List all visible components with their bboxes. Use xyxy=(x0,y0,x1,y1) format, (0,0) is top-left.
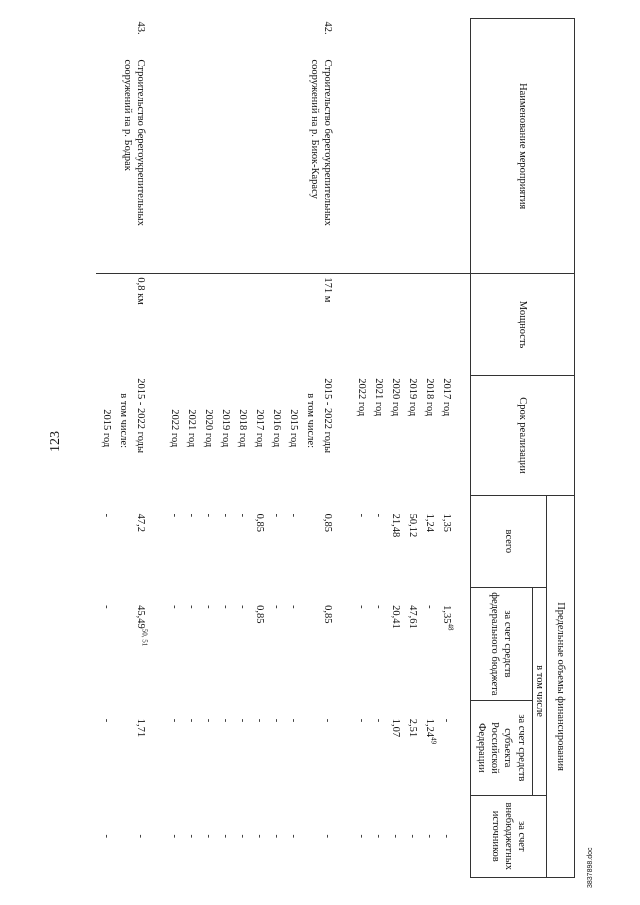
federal-cell: - xyxy=(270,605,282,609)
ext-cell: - xyxy=(321,834,333,839)
federal-cell: 47,61 xyxy=(406,605,418,629)
header-extrabudget: за счет внебюджетных источников xyxy=(470,795,546,877)
total-cell: 1,35 xyxy=(440,513,452,533)
header-capacity: Мощность xyxy=(470,274,574,375)
federal-cell: - xyxy=(202,605,214,609)
federal-cell: - xyxy=(236,605,248,609)
term-cell: 2021 год xyxy=(372,378,384,417)
term-cell: 2022 год xyxy=(168,409,180,448)
table-row xyxy=(419,19,436,878)
table-row xyxy=(351,19,368,878)
ext-cell: - xyxy=(219,834,231,839)
subject-cell: - xyxy=(372,718,384,723)
ext-cell: - xyxy=(100,834,112,839)
federal-cell: - xyxy=(423,605,435,609)
ext-cell: - xyxy=(355,834,367,839)
table-row xyxy=(164,19,181,878)
table-row xyxy=(232,19,249,878)
total-cell: 0,85 xyxy=(253,513,265,533)
header-name: Наименование мероприятия xyxy=(470,19,574,274)
item-42-capacity: 171 м xyxy=(321,277,333,303)
total-cell: - xyxy=(287,513,299,518)
ext-cell: - xyxy=(423,834,435,839)
ext-cell: - xyxy=(185,834,197,839)
federal-cell: 0,85 xyxy=(321,605,333,624)
term-cell: 2021 год xyxy=(185,409,197,448)
ext-cell: - xyxy=(202,834,214,839)
subject-cell: - xyxy=(321,718,333,723)
total-cell: - xyxy=(236,513,248,518)
term-cell: 2018 год xyxy=(236,409,248,448)
table-row xyxy=(215,19,232,878)
item-43-name: Строительство берегоукрепительных сооружений на р. Бодрак xyxy=(121,59,146,226)
term-cell: в том числе: xyxy=(117,393,129,449)
header-federal: за счет средств федерального бюджета xyxy=(470,587,532,701)
federal-cell: - xyxy=(287,605,299,609)
federal-cell: - xyxy=(168,605,180,609)
document-id: 3837898.doc xyxy=(587,847,594,888)
subject-cell: 1,07 xyxy=(389,718,401,738)
item-42-cell xyxy=(266,19,334,274)
total-cell: - xyxy=(372,513,384,518)
federal-cell: - xyxy=(185,605,197,609)
table-row xyxy=(402,19,419,878)
item-43-capacity: 0,8 км xyxy=(134,277,146,305)
subject-cell: - xyxy=(185,718,197,723)
total-cell: - xyxy=(185,513,197,518)
header-term: Срок реализации xyxy=(470,375,574,495)
ext-cell: - xyxy=(236,834,248,839)
subject-cell: - xyxy=(168,718,180,723)
header-limits: Предельные объемы финансирования xyxy=(547,496,575,878)
term-cell: 2019 год xyxy=(406,378,418,417)
ext-cell: - xyxy=(287,834,299,839)
table-row xyxy=(368,19,385,878)
table-row xyxy=(249,19,266,878)
subject-cell: - xyxy=(253,718,265,723)
ext-cell: - xyxy=(270,834,282,839)
table-body xyxy=(96,19,471,878)
header-subject: за счет средств субъекта Российской Федерации xyxy=(470,701,532,795)
subject-cell: 2,51 xyxy=(406,718,418,738)
total-cell: - xyxy=(270,513,282,518)
total-cell: 21,48 xyxy=(389,513,401,538)
header-total: всего xyxy=(470,496,546,587)
term-cell: 2017 год xyxy=(253,409,265,448)
ext-cell: - xyxy=(389,834,401,839)
total-cell: - xyxy=(202,513,214,518)
subject-cell: - xyxy=(236,718,248,723)
financing-table xyxy=(96,18,575,878)
table-row xyxy=(198,19,215,878)
table-row xyxy=(436,19,453,878)
term-cell: 2019 год xyxy=(219,409,231,448)
ext-cell: - xyxy=(168,834,180,839)
item-43-cell xyxy=(96,19,147,274)
subject-cell: - xyxy=(287,718,299,723)
ext-cell: - xyxy=(253,834,265,839)
federal-cell: - xyxy=(219,605,231,609)
table-row xyxy=(181,19,198,878)
federal-cell: - xyxy=(372,605,384,609)
term-cell: в том числе: xyxy=(304,393,316,449)
term-cell: 2020 год xyxy=(202,409,214,448)
total-cell: 1,24 xyxy=(423,513,435,533)
term-cell: 2017 год xyxy=(440,378,452,417)
term-cell: 2020 год xyxy=(389,378,401,417)
federal-cell: - xyxy=(355,605,367,609)
item-42-name: Строительство берегоукрепительных сооружений на р. Биюк-Карасу xyxy=(308,59,333,226)
total-cell: 0,85 xyxy=(321,513,333,533)
header-including: в том числе xyxy=(532,587,546,795)
term-cell: 2015 - 2022 годы xyxy=(134,378,146,454)
federal-cell: 0,85 xyxy=(253,605,265,624)
federal-cell: - xyxy=(100,605,112,609)
page-number: 123 xyxy=(48,431,63,452)
table-row xyxy=(317,19,334,878)
total-cell: - xyxy=(219,513,231,518)
subject-cell: - xyxy=(270,718,282,723)
federal-cell: 45,49$^{50, 51}$ xyxy=(134,605,149,647)
total-cell: - xyxy=(100,513,112,518)
ext-cell: - xyxy=(372,834,384,839)
term-cell: 2015 - 2022 годы xyxy=(321,378,333,454)
table-row xyxy=(385,19,402,878)
total-cell: - xyxy=(355,513,367,518)
total-cell: - xyxy=(168,513,180,518)
term-cell: 2016 год xyxy=(270,409,282,448)
subject-cell: - xyxy=(355,718,367,723)
subject-cell: - xyxy=(440,718,452,723)
term-cell: 2022 год xyxy=(355,378,367,417)
term-cell: 2015 год xyxy=(287,409,299,448)
table-row xyxy=(130,19,147,878)
total-cell: 47,2 xyxy=(134,513,146,533)
subject-cell: - xyxy=(100,718,112,723)
federal-cell: 20,41 xyxy=(389,605,401,629)
ext-cell: - xyxy=(406,834,418,839)
federal-cell: 1,35$^{48}$ xyxy=(440,605,455,631)
rotated-table-page xyxy=(55,18,575,878)
ext-cell: - xyxy=(134,834,146,839)
total-cell: 50,12 xyxy=(406,513,418,538)
ext-cell: - xyxy=(440,834,452,839)
subject-cell: 1,24$^{49}$ xyxy=(423,718,438,745)
term-cell: 2015 год xyxy=(100,409,112,448)
item-42-number: 42. xyxy=(321,21,333,35)
subject-cell: 1,71 xyxy=(134,718,146,738)
subject-cell: - xyxy=(202,718,214,723)
term-cell: 2018 год xyxy=(423,378,435,417)
item-43-number: 43. xyxy=(134,21,146,35)
subject-cell: - xyxy=(219,718,231,723)
